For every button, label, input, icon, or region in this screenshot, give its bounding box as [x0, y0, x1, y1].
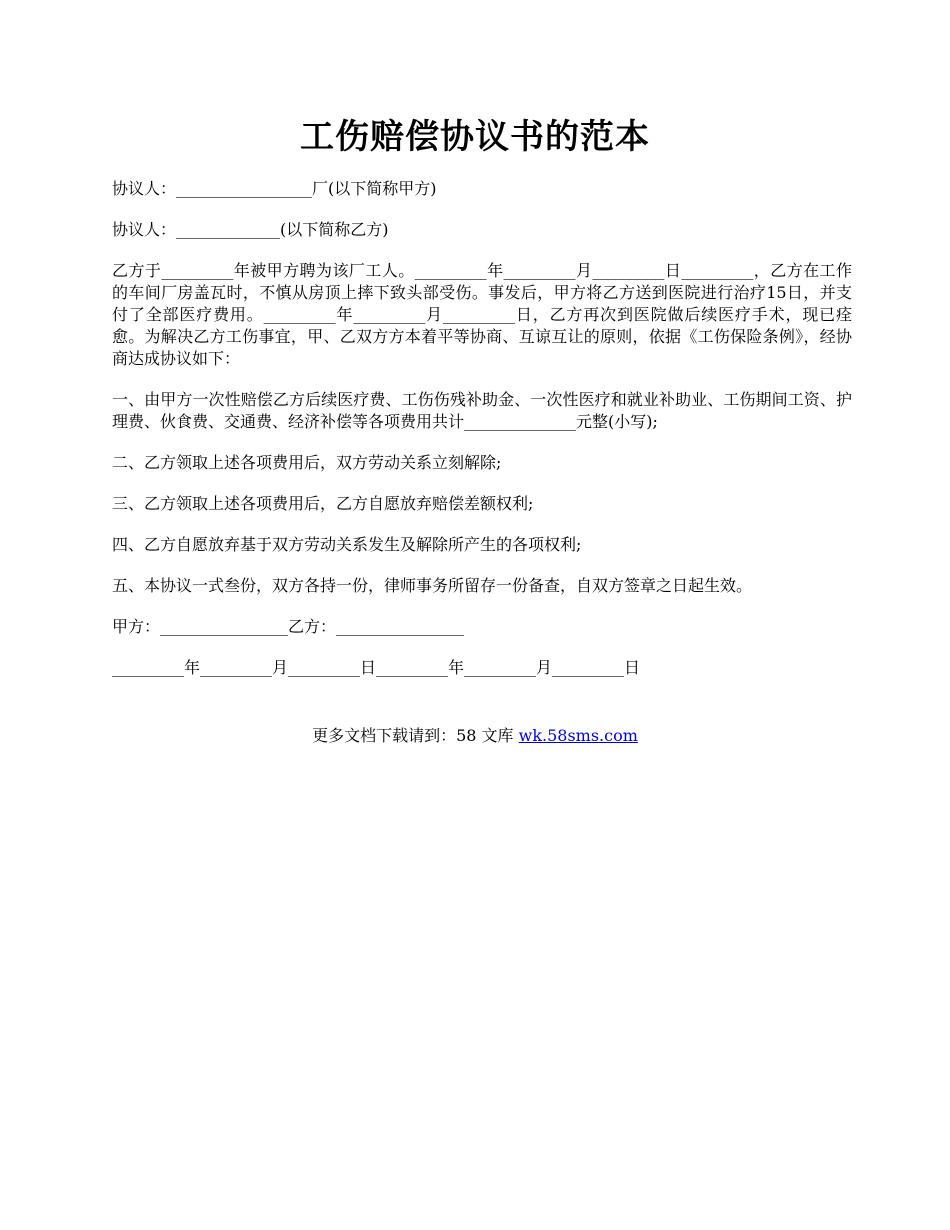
clause-4: 四、乙方自愿放弃基于双方劳动关系发生及解除所产生的各项权利;: [112, 535, 582, 554]
clause-3: 三、乙方领取上述各项费用后，乙方自愿放弃赔偿差额权利;: [112, 494, 534, 513]
footer-text: 更多文档下载请到：58 文库: [312, 726, 519, 745]
document-body: [112, 178, 852, 698]
intro-paragraph: 乙方于_________年被甲方聘为该厂工人。_________年_________月_________日_________，乙方在工作的车间厂房盖瓦时，不慎从房顶上摔下致头部受伤。事发后，甲方将乙方送到医院进行治疗15日，并支付了全部医疗费用。_________年_________月_________日，乙方再次到医院做后续医疗手术，现已痊愈。为解决乙方工伤事宜，甲、乙双方方本着平等协商、互谅互让的原则，依据《工伤保险条例》，经协商达成协议如下：: [112, 261, 852, 368]
clause-1: 一、由甲方一次性赔偿乙方后续医疗费、工伤伤残补助金、一次性医疗和就业补助业、工伤期间工资、护理费、伙食费、交通费、经济补偿等各项费用共计______________元整(小写);: [112, 390, 852, 431]
document-title: 工伤赔偿协议书的范本: [300, 117, 650, 157]
party-b-line: 协议人：_____________(以下简称乙方): [112, 220, 389, 239]
footer-link[interactable]: wk.58sms.com: [518, 726, 638, 745]
footer: [0, 724, 950, 748]
date-line: _________年_________月_________日_________年_________月_________日: [112, 658, 641, 677]
party-a-line: 协议人：_________________厂(以下简称甲方): [112, 179, 437, 198]
clause-5: 五、本协议一式叁份，双方各持一份，律师事务所留存一份备查，自双方签章之日起生效。: [112, 576, 753, 595]
signature-line: 甲方：________________乙方：________________: [112, 617, 465, 636]
clause-2: 二、乙方领取上述各项费用后，双方劳动关系立刻解除;: [112, 453, 502, 472]
